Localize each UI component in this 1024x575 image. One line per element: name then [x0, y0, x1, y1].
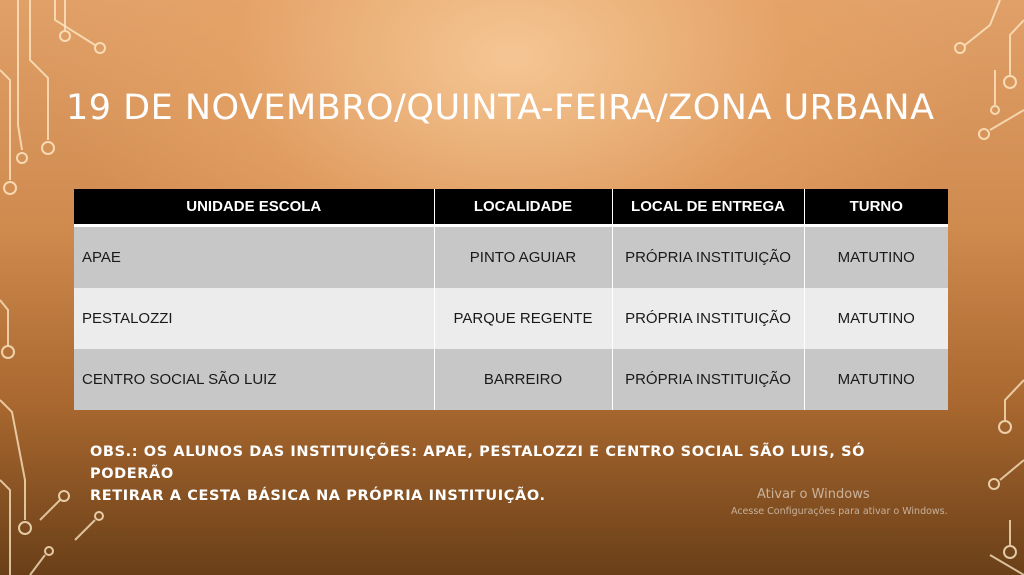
table-row — [74, 288, 948, 349]
table-cell: PRÓPRIA INSTITUIÇÃO — [612, 226, 804, 289]
column-header: LOCAL DE ENTREGA — [612, 189, 804, 226]
table-cell: PRÓPRIA INSTITUIÇÃO — [612, 349, 804, 410]
table-cell: PINTO AGUIAR — [434, 226, 612, 289]
windows-activation-title: Ativar o Windows — [757, 487, 870, 502]
table-cell: MATUTINO — [804, 349, 948, 410]
table-cell: MATUTINO — [804, 288, 948, 349]
table-row — [74, 226, 948, 289]
column-header: LOCALIDADE — [434, 189, 612, 226]
table-row — [74, 349, 948, 410]
column-header: UNIDADE ESCOLA — [74, 189, 434, 226]
table-cell: BARREIRO — [434, 349, 612, 410]
table-cell: CENTRO SOCIAL SÃO LUIZ — [74, 349, 434, 410]
slide-title: 19 DE NOVEMBRO/QUINTA-FEIRA/ZONA URBANA — [66, 88, 935, 128]
table-cell: PESTALOZZI — [74, 288, 434, 349]
table-cell: PRÓPRIA INSTITUIÇÃO — [612, 288, 804, 349]
observation-line: OBS.: OS ALUNOS DAS INSTITUIÇÕES: APAE, PESTALOZZI E CENTRO SOCIAL SÃO LUIS, SÓ PODERÃO — [90, 444, 866, 482]
table-cell: MATUTINO — [804, 226, 948, 289]
table-cell: PARQUE REGENTE — [434, 288, 612, 349]
schedule-table — [74, 189, 948, 410]
observation-line: RETIRAR A CESTA BÁSICA NA PRÓPRIA INSTITUIÇÃO. — [90, 488, 546, 504]
column-header: TURNO — [804, 189, 948, 226]
windows-activation-subtitle: Acesse Configurações para ativar o Windows. — [731, 506, 948, 517]
table-header-row — [74, 189, 948, 226]
table-cell: APAE — [74, 226, 434, 289]
